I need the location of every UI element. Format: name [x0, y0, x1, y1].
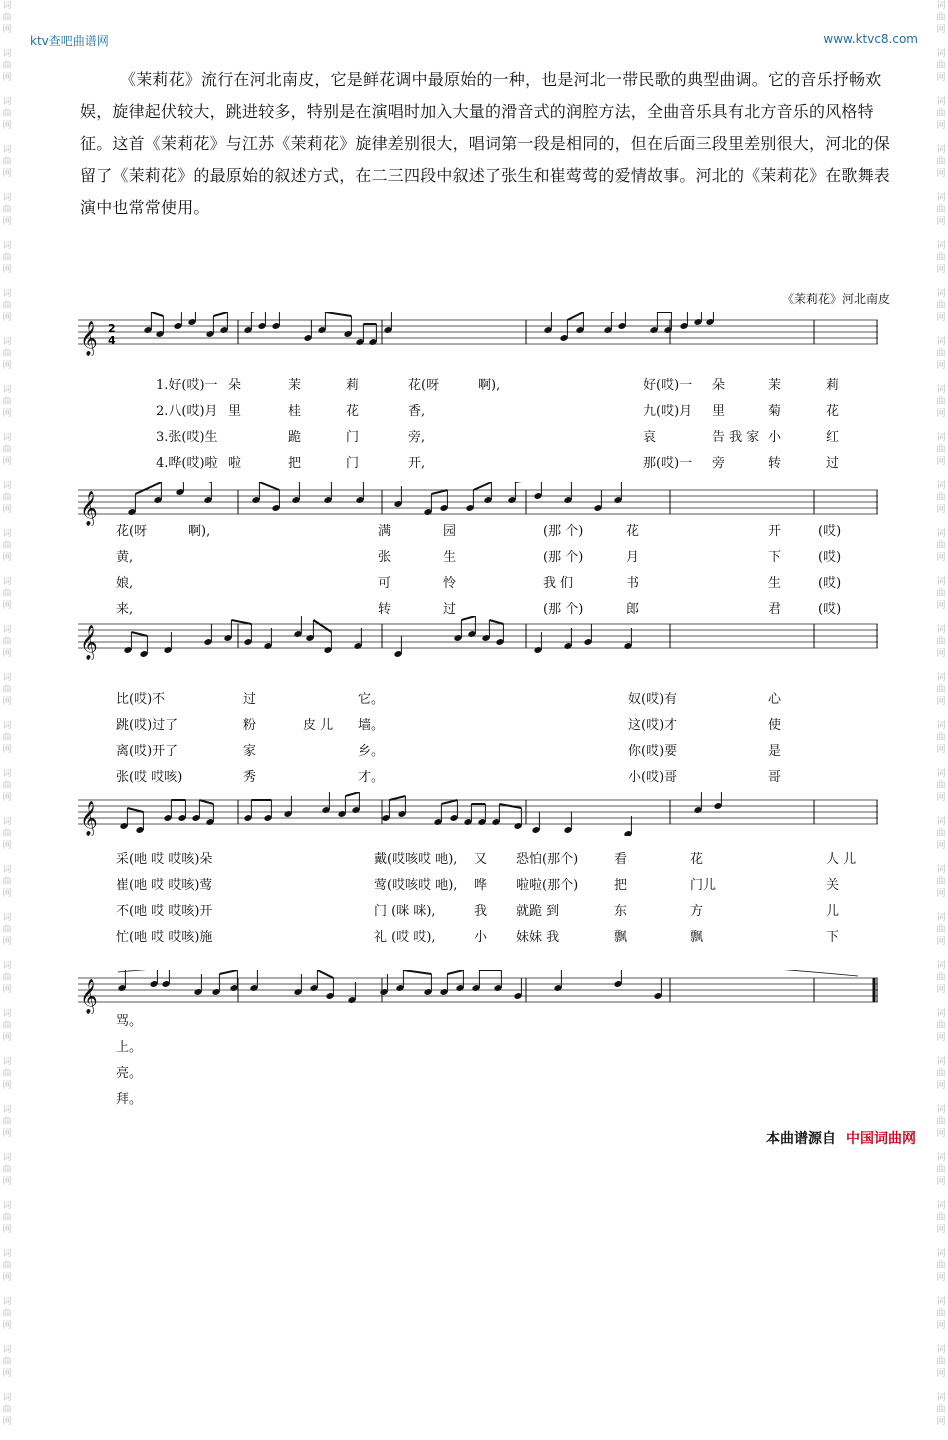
lyric-syllable: 这(哎)才 [628, 718, 678, 733]
lyric-syllable: 骂。 [116, 1014, 143, 1029]
lyric-syllable: 菊 [768, 404, 782, 419]
lyric-syllable: 粉 [243, 718, 257, 733]
lyric-syllable: 那(哎)一 [643, 456, 693, 471]
lyric-syllable: 好(哎)一 [643, 378, 693, 393]
lyric-syllable: (哎) [818, 576, 842, 591]
lyric-syllable: 郎 [626, 602, 640, 617]
lyric-syllable: 哀 [643, 430, 657, 445]
lyric-syllable: 它。 [358, 692, 385, 707]
lyric-syllable: 戴(哎咳哎 吔), [374, 852, 458, 867]
lyric-syllable: 2.八(哎)月 [156, 404, 218, 419]
lyric-syllable: (那 个) [543, 602, 584, 617]
note-beam [567, 312, 583, 320]
lyric-syllable: 哗 [474, 878, 488, 893]
lyric-syllable: 奴(哎)有 [628, 692, 678, 707]
lyric-syllable: 飘 [690, 930, 704, 945]
note-beam [431, 490, 447, 494]
lyric-syllable: 君 [768, 602, 782, 617]
lyric-syllable: 东 [614, 904, 628, 919]
lyric-syllable: 使 [768, 718, 782, 733]
lyric-syllable: 朵 [228, 378, 242, 393]
note-beam [151, 312, 163, 316]
lyric-syllable: 把 [288, 456, 302, 471]
lyric-syllable: 莉 [346, 378, 360, 393]
treble-clef: 𝄞 [80, 625, 98, 660]
lyric-syllable: 1.好(哎)一 [156, 378, 218, 393]
lyric-syllable: 园 [443, 524, 457, 539]
lyric-syllable: 书 [626, 576, 640, 591]
lyric-syllable: 上。 [116, 1040, 143, 1055]
lyric-syllable: 墙。 [358, 718, 385, 733]
lyric-syllable: 开 [768, 524, 782, 539]
staff-5 [78, 970, 878, 1014]
lyric-syllable: 过 [826, 456, 840, 471]
lyric-syllable: 乡。 [358, 744, 385, 759]
lyric-syllable: 儿 [826, 904, 840, 919]
lyric-syllable: 恐怕(那个) [516, 852, 579, 867]
lyric-syllable: (那 个) [543, 550, 584, 565]
side-watermark-right: 词 曲 网 词 曲 网 词 曲 网 词 曲 网 词 曲 网 词 曲 网 词 曲 网 词 曲 网 词 曲 网 词 曲 网 词 曲 网 词 曲 网 词 曲 网 词 曲 网 词 曲 网 词 曲 网 词 曲 网 词 曲 网 词 曲 网 词 曲 网 词 曲 网 词 曲 网 词 曲 网 词 曲 网 词 曲 网 词 曲 网 词 曲 网 词 曲 网 词 曲 网 词 曲 网 [936, 1, 946, 1427]
lyric-syllable: 张(哎 哎咳) [116, 770, 183, 785]
lyric-syllable: 过 [243, 692, 257, 707]
lyric-syllable: (哎) [818, 524, 842, 539]
lyric-syllable: 不(吔 哎 哎咳)开 [116, 904, 213, 919]
intro-paragraph: 《茉莉花》流行在河北南皮，它是鲜花调中最原始的一种，也是河北一带民歌的典型曲调。它的音乐抒畅欢娱，旋律起伏较大，跳进较多，特别是在演唱时加入大量的滑音式的润腔方法，全曲音乐具有北方音乐的风格特征。这首《茉莉花》与江苏《茉莉花》旋律差别很大，唱词第一段是相同的，但在后面三段里差别很大，河北的保留了《茉莉花》的最原始的叙述方式，在二三四段中叙述了张生和崔莺莺的爱情故事。河北的《茉莉花》在歌舞表演中也常常使用。 [80, 70, 891, 217]
lyric-syllable: 人 儿 [826, 852, 857, 867]
lyric-syllable: 旁 [712, 456, 726, 471]
staff-3-notation [78, 616, 878, 660]
lyric-syllable: 门 [346, 456, 360, 471]
header-left-site: ktv查吧曲谱网 [30, 34, 109, 48]
lyric-syllable: 过 [443, 602, 457, 617]
lyric-syllable: 跳(哎)过了 [116, 718, 179, 733]
staff-3 [78, 616, 878, 660]
lyric-syllable: 满 [378, 524, 392, 539]
lyric-syllable: 方 [690, 904, 704, 919]
staff-5-notation [78, 970, 878, 1014]
lyric-syllable: 下 [826, 930, 840, 945]
lyric-syllable: 门 (咪 咪), [374, 904, 436, 919]
note-beam [199, 800, 213, 804]
note-beam [345, 792, 359, 796]
staff-2 [78, 482, 878, 526]
lyric-syllable: 妹妹 我 [516, 930, 560, 945]
lyric-syllable: (那 个) [543, 524, 584, 539]
lyric-syllable: 跪 [288, 430, 302, 445]
lyric-syllable: 生 [443, 550, 457, 565]
lyric-syllable: 茉 [288, 378, 302, 393]
lyric-syllable: 小(哎)哥 [628, 770, 678, 785]
lyric-syllable: 红 [826, 430, 840, 445]
lyric-syllable: 来, [116, 602, 134, 617]
lyric-syllable: 花 [346, 404, 360, 419]
lyric-syllable: 啦 [228, 456, 242, 471]
treble-clef: 𝄞 [80, 491, 98, 526]
note-beam [213, 312, 227, 316]
lyric-syllable: 生 [768, 576, 782, 591]
footer-brand-link[interactable]: 中国词曲网 [846, 1131, 916, 1147]
note-beam [447, 970, 463, 974]
time-signature-bottom: 4 [108, 334, 116, 347]
lyric-syllable: 黄, [116, 550, 134, 565]
lyric-syllable: 张 [378, 550, 392, 565]
lyric-syllable: 啦啦(那个) [516, 878, 579, 893]
lyric-syllable: 家 [243, 744, 257, 759]
lyric-syllable: 九(哎)月 [643, 404, 693, 419]
time-signature-top: 2 [108, 322, 116, 335]
lyric-syllable: 门 [346, 430, 360, 445]
lyric-syllable: 我 们 [543, 576, 574, 591]
lyric-syllable: 娘, [116, 576, 134, 591]
lyric-syllable: 转 [768, 456, 782, 471]
lyric-syllable: 崔(吔 哎 哎咳)莺 [116, 878, 213, 893]
lyric-syllable: 告 我 家 [712, 430, 760, 445]
note-beam [231, 620, 251, 624]
lyric-syllable: 才。 [358, 770, 385, 785]
lyric-syllable: 花 [826, 404, 840, 419]
staff-4-notation [78, 792, 878, 836]
lyric-syllable: 花(呀 [408, 378, 440, 393]
lyric-syllable: 又 [474, 852, 488, 867]
lyric-syllable: 朵 [712, 378, 726, 393]
staff-1-notation [78, 312, 878, 356]
lyric-syllable: 香, [408, 404, 426, 419]
lyric-syllable: 里 [228, 404, 242, 419]
lyric-syllable: 啊), [478, 378, 501, 393]
note-beam [219, 970, 237, 974]
lyric-syllable: 啊), [188, 524, 211, 539]
lyric-syllable: 离(哎)开了 [116, 744, 179, 759]
lyric-syllable: 3.张(哎)生 [156, 430, 218, 445]
lyric-syllable: 关 [826, 878, 840, 893]
lyric-syllable: 心 [768, 692, 782, 707]
footer-label: 本曲谱源自 [766, 1131, 836, 1147]
treble-clef: 𝄞 [80, 979, 98, 1014]
lyric-syllable: 比(哎)不 [116, 692, 166, 707]
lyric-syllable: 月 [626, 550, 640, 565]
lyric-syllable: 就跪 到 [516, 904, 560, 919]
lyric-syllable: 飘 [614, 930, 628, 945]
lyric-syllable: 桂 [288, 404, 302, 419]
note-beam [135, 482, 161, 494]
lyric-syllable: 哥 [768, 770, 782, 785]
lyric-syllable: 我 [474, 904, 488, 919]
lyric-syllable: 开, [408, 456, 426, 471]
lyric-syllable: 4.哗(哎)啦 [156, 456, 218, 471]
treble-clef: 𝄞 [80, 801, 98, 836]
treble-clef: 𝄞 [80, 321, 98, 356]
note-beam [403, 970, 431, 974]
note-beam [325, 312, 351, 316]
lyric-syllable: 秀 [243, 770, 257, 785]
lyric-syllable: 礼 (哎 哎), [374, 930, 436, 945]
lyric-syllable: 把 [614, 878, 628, 893]
lyric-syllable: (哎) [818, 602, 842, 617]
lyric-syllable: 可 [378, 576, 392, 591]
staff-1 [78, 312, 878, 356]
lyric-syllable: 莉 [826, 378, 840, 393]
lyric-syllable: 怜 [443, 576, 457, 591]
note-beam [131, 632, 147, 636]
lyric-syllable: 里 [712, 404, 726, 419]
lyric-syllable: 采(吔 哎 哎咳)朵 [116, 852, 213, 867]
lyric-syllable: 茉 [768, 378, 782, 393]
song-source-line: 《茉莉花》河北南皮 [781, 292, 890, 306]
footer-source [766, 1128, 916, 1148]
note-beam [127, 808, 143, 812]
lyric-syllable: 忙(吔 哎 哎咳)施 [116, 930, 213, 945]
lyric-syllable: 小 [768, 430, 782, 445]
lyric-syllable: 是 [768, 744, 782, 759]
note-beam [441, 800, 457, 804]
lyric-syllable: (哎) [818, 550, 842, 565]
note-beam [473, 482, 491, 490]
lyric-syllable: 你(哎)要 [628, 744, 678, 759]
lyric-syllable: 亮。 [116, 1066, 143, 1081]
side-watermark-left: 词 曲 网 词 曲 网 词 曲 网 词 曲 网 词 曲 网 词 曲 网 词 曲 网 词 曲 网 词 曲 网 词 曲 网 词 曲 网 词 曲 网 词 曲 网 词 曲 网 词 曲 网 词 曲 网 词 曲 网 词 曲 网 词 曲 网 词 曲 网 词 曲 网 词 曲 网 词 曲 网 词 曲 网 词 曲 网 词 曲 网 词 曲 网 词 曲 网 词 曲 网 词 曲 网 [2, 1, 12, 1427]
lyric-syllable: 花 [690, 852, 704, 867]
note-beam [317, 970, 333, 978]
lyric-syllable: 下 [768, 550, 782, 565]
lyric-syllable: 花 [626, 524, 640, 539]
staff-4 [78, 792, 878, 836]
lyric-syllable: 看 [614, 852, 628, 867]
lyric-syllable: 门儿 [690, 878, 717, 893]
lyric-syllable: 小 [474, 930, 488, 945]
note-beam [461, 616, 475, 620]
note-beam [259, 482, 279, 490]
note-beam [489, 620, 503, 624]
lyric-syllable: 莺(哎咳哎 吔), [374, 878, 458, 893]
lyric-syllable: 拜。 [116, 1092, 143, 1107]
note-beam [389, 796, 405, 800]
header-right-url: www.ktvc8.com [823, 32, 918, 46]
lyric-syllable: 皮 儿 [303, 718, 334, 733]
lyric-syllable: 旁, [408, 430, 426, 445]
lyric-syllable: 转 [378, 602, 392, 617]
lyric-syllable: 花(呀 [116, 524, 148, 539]
